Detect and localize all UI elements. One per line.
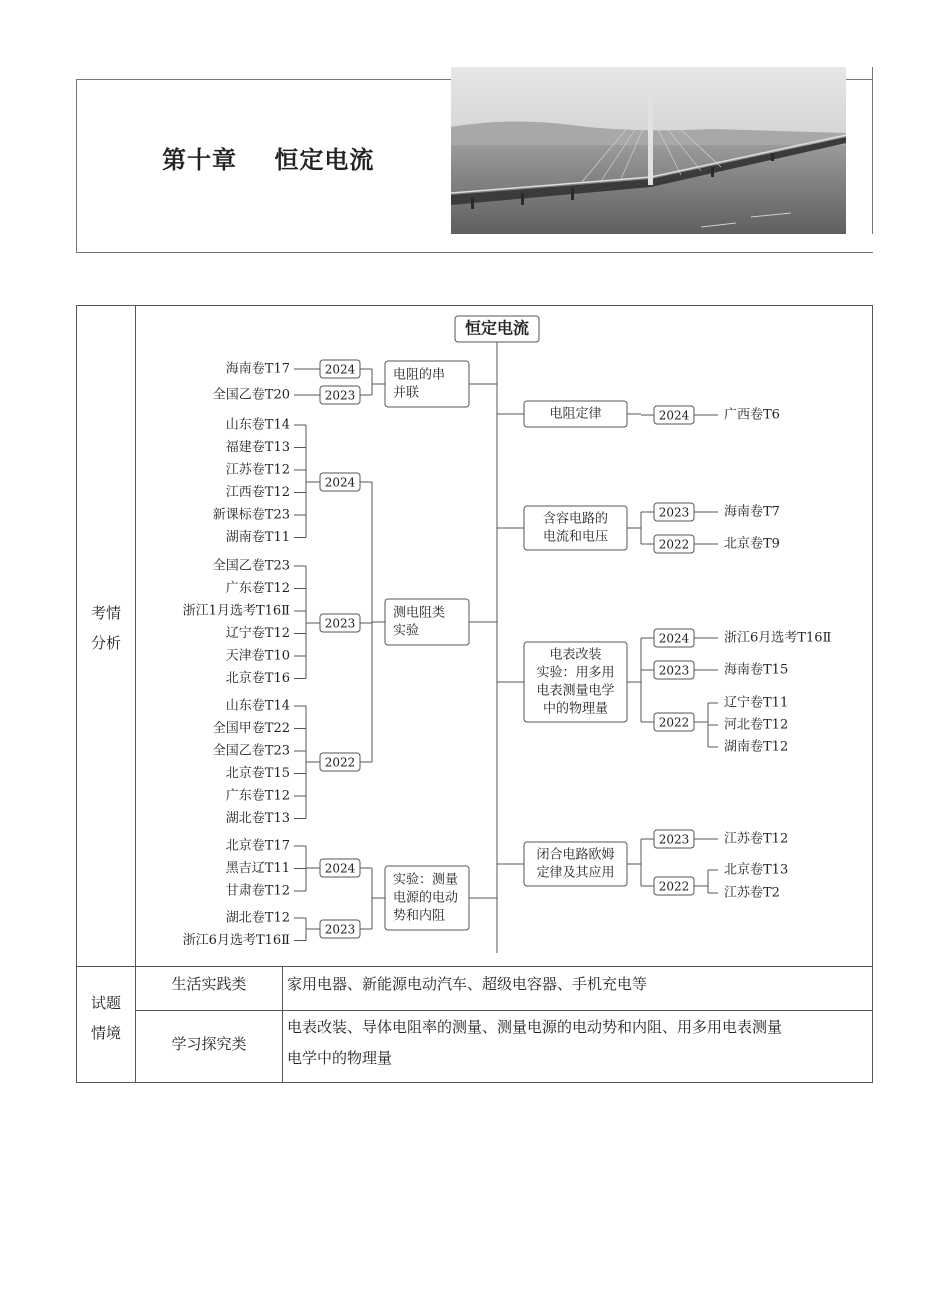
exam-item: 浙江1月选考T16Ⅱ: [182, 603, 290, 619]
exam-item: 全国甲卷T22: [212, 721, 290, 736]
row-label-line: 分析: [90, 634, 121, 652]
year-badge-label: 2022: [658, 715, 690, 730]
year-badge-label: 2024: [658, 408, 690, 423]
topic-node-label: 中的物理量: [542, 701, 609, 717]
exam-item: 浙江6月选考T16Ⅱ: [724, 630, 832, 646]
chapter-title: 第十章 恒定电流: [162, 146, 375, 174]
year-badge-label: 2023: [324, 388, 356, 403]
topic-node-label: 闭合电路欧姆: [536, 847, 615, 863]
row-label-line: 考情: [90, 604, 121, 622]
year-badge-label: 2022: [658, 879, 690, 894]
exam-item: 江苏卷T12: [225, 462, 290, 478]
exam-item: 北京卷T16: [225, 671, 290, 686]
year-badge-label: 2023: [658, 505, 690, 520]
exam-item: 湖北卷T13: [225, 811, 290, 826]
year-badge-label: 2024: [324, 475, 356, 490]
topic-node-label: 测电阻类: [393, 605, 446, 621]
exam-item: 全国乙卷T23: [212, 743, 290, 759]
exam-item: 河北卷T12: [724, 717, 789, 733]
exam-item: 广东卷T12: [225, 581, 290, 596]
topic-node-label: 实验: [393, 623, 420, 639]
exam-item: 北京卷T13: [724, 862, 789, 878]
exam-item: 广东卷T12: [225, 788, 290, 804]
exam-item: 新课标卷T23: [212, 507, 290, 523]
exam-item: 北京卷T17: [225, 838, 290, 854]
exam-item: 黑吉辽T11: [225, 861, 290, 876]
topic-node-label: 势和内阻: [393, 908, 446, 924]
exam-item: 北京卷T9: [724, 536, 780, 552]
exam-item: 海南卷T15: [724, 662, 789, 678]
exam-item: 湖南卷T11: [225, 530, 290, 545]
topic-node-label: 电阻定律: [549, 406, 602, 422]
exam-item: 福建卷T13: [225, 440, 290, 455]
exam-item: 江西卷T12: [225, 485, 290, 500]
exam-item: 全国乙卷T20: [212, 387, 290, 403]
topic-node-label: 并联: [393, 385, 420, 401]
exam-item: 山东卷T14: [225, 417, 290, 433]
year-badge-label: 2023: [658, 663, 690, 678]
exam-item: 广西卷T6: [724, 407, 780, 423]
exam-item: 江苏卷T2: [724, 885, 780, 901]
topic-node-label: 含容电路的: [542, 511, 609, 527]
exam-item: 甘肃卷T12: [225, 883, 290, 899]
year-badge-label: 2024: [324, 362, 356, 377]
year-badge-label: 2023: [658, 832, 690, 847]
exam-item: 北京卷T15: [225, 766, 290, 781]
situation-category: 生活实践类: [171, 975, 247, 993]
exam-item: 海南卷T17: [225, 361, 290, 377]
year-badge-label: 2024: [324, 861, 356, 876]
row-label-line: 试题: [90, 994, 121, 1012]
exam-item: 湖北卷T12: [225, 910, 290, 926]
year-badge-label: 2024: [658, 631, 690, 646]
topic-node-label: 实验：测量: [393, 872, 459, 888]
year-badge-label: 2023: [324, 922, 356, 937]
exam-item: 海南卷T7: [724, 504, 780, 520]
topic-node-label: 电阻的串: [393, 367, 446, 383]
exam-item: 辽宁卷T12: [225, 626, 290, 641]
topic-node-label: 定律及其应用: [536, 865, 615, 881]
topic-node-label: 电流和电压: [542, 529, 609, 545]
root-node-label: 恒定电流: [464, 318, 530, 338]
situation-content: 家用电器、新能源电动汽车、超级电容器、手机充电等: [287, 975, 648, 993]
exam-item: 辽宁卷T11: [724, 695, 789, 711]
exam-item: 湖南卷T12: [724, 739, 789, 755]
exam-item: 全国乙卷T23: [212, 558, 290, 574]
topic-node-label: 电表改装: [549, 647, 602, 663]
exam-item: 浙江6月选考T16Ⅱ: [182, 933, 290, 948]
exam-item: 江苏卷T12: [724, 831, 789, 847]
year-badge-label: 2022: [658, 537, 690, 552]
topic-node-label: 电表测量电学: [536, 683, 615, 699]
year-badge-label: 2023: [324, 616, 356, 631]
topic-node-label: 电源的电动: [393, 890, 459, 906]
year-badge-label: 2022: [324, 755, 356, 770]
topic-node-label: 实验：用多用: [536, 665, 615, 681]
exam-item: 天津卷T10: [225, 648, 290, 664]
situation-content-line: 电表改装、导体电阻率的测量、测量电源的电动势和内阻、用多用电表测量: [287, 1018, 783, 1036]
row-label-line: 情境: [90, 1024, 121, 1042]
situation-category: 学习探究类: [171, 1035, 247, 1053]
exam-item: 山东卷T14: [225, 698, 290, 714]
situation-content-line: 电学中的物理量: [287, 1049, 393, 1067]
